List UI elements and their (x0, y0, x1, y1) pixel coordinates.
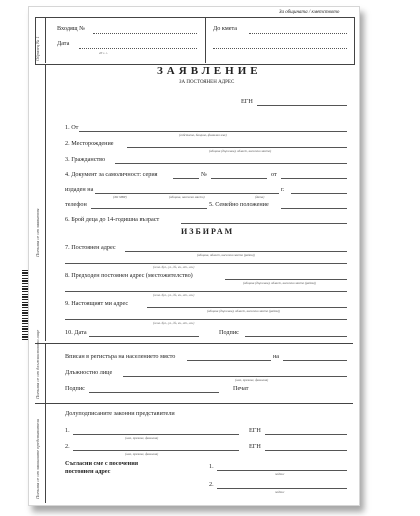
field-4-hint-c: (дата) (255, 195, 265, 199)
field-4-year: г. (281, 186, 285, 193)
field-1-label: 1. От (65, 124, 79, 131)
official-position-label: Длъжностно лице (65, 369, 113, 376)
field-4-from-date[interactable] (281, 178, 347, 179)
guardian-2-hint: (име, презиме, фамилия) (125, 452, 159, 456)
field-3-input[interactable] (115, 163, 347, 164)
guardian-1-sign[interactable] (217, 470, 347, 471)
date-hint: 20 г. г. (99, 51, 108, 55)
field-10-label: 10. Дата (65, 329, 87, 336)
applicant-sign-field[interactable] (245, 336, 347, 337)
header-divider (205, 17, 206, 63)
date-field[interactable] (79, 48, 197, 49)
official-sign-label: Подпис (65, 385, 85, 392)
applicant-side-divider (45, 65, 46, 341)
guardian-2-sign[interactable] (217, 488, 347, 489)
field-8-input[interactable] (225, 279, 347, 280)
mayor-field[interactable] (249, 33, 347, 34)
field-7-address-hint: (жил. бул., ул., №, вх., ет., ап.) (153, 265, 195, 269)
field-4-issued-label: издаден на (65, 186, 94, 193)
field-7-address[interactable] (65, 263, 347, 264)
mayor-field-2[interactable] (213, 48, 347, 49)
side-label-top: Образец № 1 (35, 36, 40, 61)
official-sign-field[interactable] (89, 392, 219, 393)
field-1-hint: (собствено, бащино, фамилно име) (179, 133, 227, 137)
field-8-address[interactable] (65, 291, 347, 292)
field-8-hint: (община (държава), област, населено място (район)) (243, 281, 317, 285)
field-4-no-label: № (201, 171, 207, 178)
field-4-from-label: от (271, 171, 277, 178)
sig-2-hint: подпис (275, 490, 285, 494)
phone-input[interactable] (91, 208, 207, 209)
guardian-1-egn-label: ЕГН (249, 427, 261, 434)
agree-line-1: Съгласни сме с посочения (65, 460, 139, 467)
applicant-sign-label: Подпис (219, 329, 239, 336)
field-6-input[interactable] (181, 223, 347, 224)
official-section-divider (35, 343, 353, 344)
official-position-field[interactable] (123, 376, 347, 377)
field-5-label: 5. Семейно положение (209, 201, 269, 208)
entered-field[interactable] (187, 360, 271, 361)
field-7-input[interactable] (125, 251, 347, 252)
field-9-input[interactable] (147, 307, 347, 308)
field-2-input[interactable] (127, 147, 347, 148)
official-side-divider (45, 343, 46, 403)
on-label: на (273, 353, 280, 360)
guardian-1-num: 1. (65, 427, 70, 434)
field-10-input[interactable] (89, 336, 199, 337)
choose-heading: ИЗБИРАМ (181, 227, 235, 236)
field-4-year-input[interactable] (291, 193, 347, 194)
entered-label: Вписан в регистъра на населението място (65, 353, 176, 360)
to-mayor-label: До кмета (213, 25, 238, 32)
entered-date-field[interactable] (283, 360, 347, 361)
guardian-2-num: 2. (65, 443, 70, 450)
field-5-input[interactable] (281, 208, 347, 209)
egn-label: ЕГН (241, 98, 253, 105)
field-4-hint-a: (ЛК МВР) (113, 195, 127, 199)
guardian-1-egn[interactable] (265, 434, 347, 435)
incoming-label: Входящ № (57, 25, 86, 32)
field-3-label: 3. Гражданство (65, 156, 106, 163)
phone-label: телефон (65, 201, 87, 208)
field-7-hint: (община, област, населено място (район)) (197, 253, 255, 257)
field-9-hint: (община (държава), област, населено място (район)) (207, 309, 281, 313)
field-4-issued-input[interactable] (95, 193, 279, 194)
application-form-sheet (28, 6, 360, 506)
form-subtitle: ЗА ПОСТОЯНЕН АДРЕС (179, 80, 235, 85)
field-4-hint-b: (община, населено място) (169, 195, 205, 199)
incoming-number-field[interactable] (93, 33, 197, 34)
field-1-input[interactable] (79, 131, 347, 132)
field-9-address-hint: (жил. бул., ул., №, вх., ет., ап.) (153, 321, 195, 325)
guardians-heading: Долуподписаните законни представители (65, 410, 175, 417)
stamp-label: Печат (233, 385, 249, 392)
header-side-divider (45, 17, 46, 63)
side-label-bottom: Попълва се от законните представители (35, 418, 40, 499)
form-title: ЗАЯВЛЕНИЕ (157, 65, 262, 77)
egn-field[interactable] (257, 105, 347, 106)
field-2-label: 2. Месторождение (65, 140, 114, 147)
guardian-2-egn-label: ЕГН (249, 443, 261, 450)
field-2-hint: (община (държава), област, населено място) (209, 149, 272, 153)
date-label: Дата (57, 40, 70, 47)
guardians-section-divider (35, 403, 353, 404)
field-9-address[interactable] (65, 319, 347, 320)
field-8-label: 8. Предходен постоянен адрес (местожителство) (65, 272, 193, 279)
official-position-hint: (име, презиме, фамилия) (235, 378, 269, 382)
guardian-2-egn[interactable] (265, 450, 347, 451)
side-label-lower: Попълва се от длъжностното лице (35, 329, 40, 399)
guardian-1-name[interactable] (73, 434, 239, 435)
field-8-address-hint: (жил. бул., ул., №, вх., ет., ап.) (153, 293, 195, 297)
field-4-label: 4. Документ за самоличност: серия (65, 171, 158, 178)
guardians-side-divider (45, 403, 46, 503)
side-label-middle: Попълва се от заявителя (35, 208, 40, 257)
guardian-1-hint: (име, презиме, фамилия) (125, 436, 159, 440)
field-4-number[interactable] (211, 178, 267, 179)
field-4-series[interactable] (173, 178, 199, 179)
agree-line-2: постоянен адрес (65, 468, 111, 475)
top-right-note: За общината / кметството (279, 10, 340, 15)
field-7-label: 7. Постоянен адрес (65, 244, 116, 251)
guardian-2-name[interactable] (73, 450, 239, 451)
sig-1-num: 1. (209, 463, 214, 470)
field-6-label: 6. Брой деца до 14-годишна възраст (65, 216, 160, 223)
sig-1-hint: подпис (275, 472, 285, 476)
field-9-label: 9. Настоящият ми адрес (65, 300, 129, 307)
sig-2-num: 2. (209, 481, 214, 488)
